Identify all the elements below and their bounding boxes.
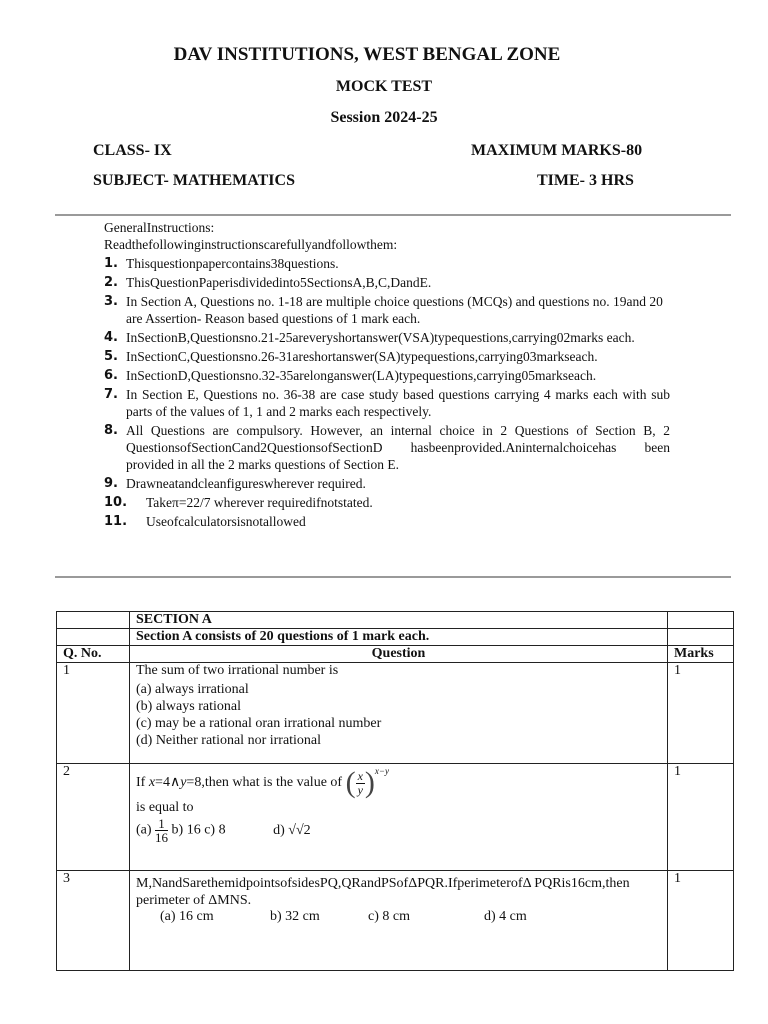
expr-x: x [148,775,156,791]
instruction-text: InSectionD,Questionsno.32-35arelonganswer(LA)typequestions,carrying05markseach. [126,368,597,383]
class-label: CLASS- IX [93,142,172,159]
expr-eq2: =8 [186,775,202,791]
option-a: (a) always irrational [136,682,249,697]
question-stem [136,766,661,800]
open-paren-icon: ( [345,766,356,799]
option-a: (a) 16 cm [160,909,214,924]
question-marks: 1 [668,871,734,971]
instruction-item [104,386,670,420]
instruction-text: In Section A, Questions no. 1-18 are multiple choice questions (MCQs) and questions no. 19and 20 are Assertion- Reason based questions of 1 mark each. [126,294,663,326]
instruction-number: 1. [104,256,118,271]
question-body [130,764,668,871]
instruction-text: All Questions are compulsory. However, an internal choice in 2 Questions of Section B, 2 QuestionsofSectionCand2QuestionsofSectionD hasbeenprovided.Aninternalchoicehas been provided in all the 2 marks questions of Section E. [126,423,670,472]
question-number: 2 [57,764,130,871]
subject-label: SUBJECT- MATHEMATICS [93,172,295,189]
instruction-number: 5. [104,349,118,364]
session-label: Session 2024-25 [330,109,438,126]
close-paren-icon: ) [364,766,375,799]
instruction-text: InSectionC,Questionsno.26-31areshortanswer(SA)typequestions,carrying03markseach. [126,349,598,364]
instruction-text: Thisquestionpapercontains38questions. [126,256,339,271]
section-subtitle: Section A consists of 20 questions of 1 mark each. [130,629,668,646]
fraction-denominator: y [357,782,363,797]
question-stem-tail: is equal to [136,800,194,815]
instruction-number: 7. [104,387,118,402]
question-options [136,909,661,925]
instruction-text: Drawneatandcleanfigureswherever required. [126,476,366,491]
test-title: MOCK TEST [335,78,433,95]
option-a-denominator: 16 [155,830,169,845]
instruction-number: 8. [104,423,118,438]
exponent: x−y [374,766,389,776]
expr-y: y [180,775,187,791]
instruction-item [104,513,670,530]
section-subtitle-row [57,629,734,646]
question-stem: M,NandSarethemidpointsofsidesPQ,QRandPSofΔPQR.IfperimeterofΔ PQRis16cm,then perimeter of ΔMNS. [136,876,630,908]
instruction-number: 11. [104,514,128,529]
table-header-row [57,646,734,663]
question-options [136,817,661,844]
instruction-item [104,494,670,511]
instructions-lead: Readthefollowinginstructionscarefullyandfollowthem: [104,237,398,252]
instruction-text: Useofcalculatorsisnotallowed [146,514,306,529]
instruction-item [104,293,670,327]
question-marks: 1 [668,663,734,764]
instruction-text: Takeπ=22/7 wherever requiredifnotstated. [146,495,373,510]
instruction-number: 9. [104,476,118,491]
instruction-item [104,274,670,291]
instruction-item [104,348,670,365]
instruction-number: 3. [104,294,118,309]
question-body [130,871,668,971]
org-title: DAV INSTITUTIONS, WEST BENGAL ZONE [173,44,561,65]
option-d: d) 4 cm [484,909,527,924]
table-row [57,764,734,871]
instruction-text: ThisQuestionPaperisdividedinto5SectionsA,B,C,DandE. [126,275,432,290]
question-marks: 1 [668,764,734,871]
general-instructions [104,219,670,532]
instructions-title: GeneralInstructions: [104,220,215,235]
stem-middle: ,then what is the value of [201,775,346,791]
option-d: (d) Neither rational nor irrational [136,733,322,748]
expr-eq1: =4∧ [155,775,181,791]
divider-top [55,214,731,216]
instruction-number: 6. [104,368,118,383]
header-qno: Q. No. [57,646,130,663]
instruction-item [104,475,670,492]
option-b: b) 32 cm [270,909,320,924]
section-title-row [57,612,734,629]
table-row [57,663,734,764]
instruction-number: 10. [104,495,128,510]
option-a-numerator: 1 [155,817,168,831]
option-bc: b) 16 c) 8 [171,822,226,838]
instructions-list [104,255,670,530]
instruction-item [104,255,670,272]
option-a-label: (a) [136,822,152,838]
time-label: TIME- 3 HRS [537,172,634,189]
option-d: d) √√2 [273,822,311,838]
question-stem: The sum of two irrational number is [136,663,339,678]
option-a-fraction [155,817,168,844]
fraction-numerator: x [357,768,363,783]
instruction-item [104,367,670,384]
section-title: SECTION A [130,612,668,629]
question-number: 1 [57,663,130,764]
header-marks: Marks [668,646,734,663]
instruction-item [104,329,670,346]
instruction-item [104,422,670,473]
question-body [130,663,668,764]
header-question: Question [130,646,668,663]
option-b: (b) always rational [136,699,241,714]
instruction-text: In Section E, Questions no. 36-38 are case study based questions carrying 4 marks each with sub parts of the values of 1, 1 and 2 marks each respectively. [126,387,670,419]
stem-prefix: If [136,775,149,791]
instruction-text: InSectionB,Questionsno.21-25areveryshortanswer(VSA)typequestions,carrying02marks each. [126,330,635,345]
option-c: (c) may be a rational oran irrational number [136,716,382,731]
instruction-number: 2. [104,275,118,290]
divider-bottom [55,576,731,578]
instruction-number: 4. [104,330,118,345]
question-number: 3 [57,871,130,971]
fraction-xy [356,770,365,797]
max-marks-label: MAXIMUM MARKS-80 [471,142,643,159]
question-table [56,611,734,971]
option-c: c) 8 cm [368,909,410,924]
table-row [57,871,734,971]
